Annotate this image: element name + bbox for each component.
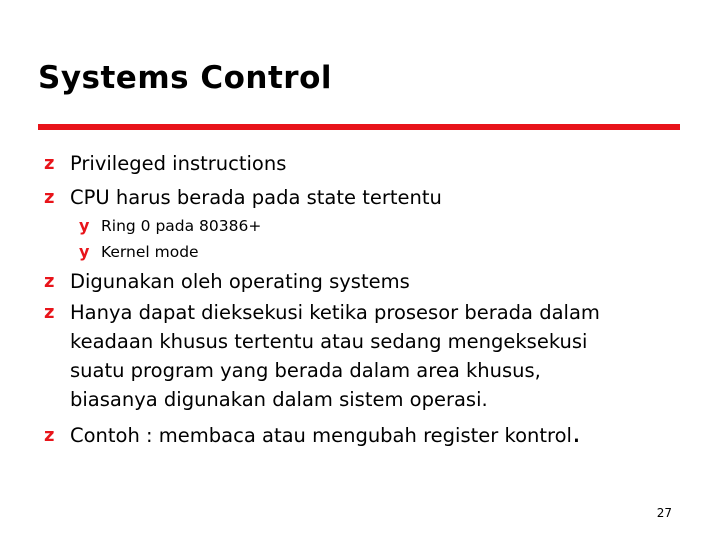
sub-bullet-item [79,241,199,263]
bullet-text: Hanya dapat dieksekusi ketika prosesor berada dalam keadaan khusus tertentu atau sedang mengeksekusi suatu program yang berada dalam area khusus, biasanya digunakan dalam sistem operasi. [70,301,600,411]
bullet-item [44,416,581,450]
bullet-text-main: Contoh : membaca atau mengubah register kontrol [70,424,572,447]
bullet-text: CPU harus berada pada state tertentu [70,186,442,209]
bullet-text-period: . [571,416,581,449]
page-number: 27 [656,506,672,520]
bullet-item [44,267,410,296]
sub-bullet-item [79,215,261,237]
sub-bullet-marker-icon: y [79,242,90,261]
bullet-marker-icon: z [44,302,55,323]
bullet-marker-icon: z [44,187,55,208]
bullet-text: Privileged instructions [70,152,287,175]
bullet-marker-icon: z [44,153,55,174]
bullet-text: Digunakan oleh operating systems [70,270,410,293]
sub-bullet-text: Ring 0 pada 80386+ [101,217,262,235]
sub-bullet-text: Kernel mode [101,243,199,261]
bullet-marker-icon: z [44,271,55,292]
bullet-item [44,183,442,212]
sub-bullet-marker-icon: y [79,216,90,235]
bullet-item [44,149,286,178]
title-underline [38,124,680,130]
bullet-marker-icon: z [44,425,55,446]
bullet-item [44,298,600,414]
bullet-text [70,416,581,450]
slide-title: Systems Control [38,60,333,96]
